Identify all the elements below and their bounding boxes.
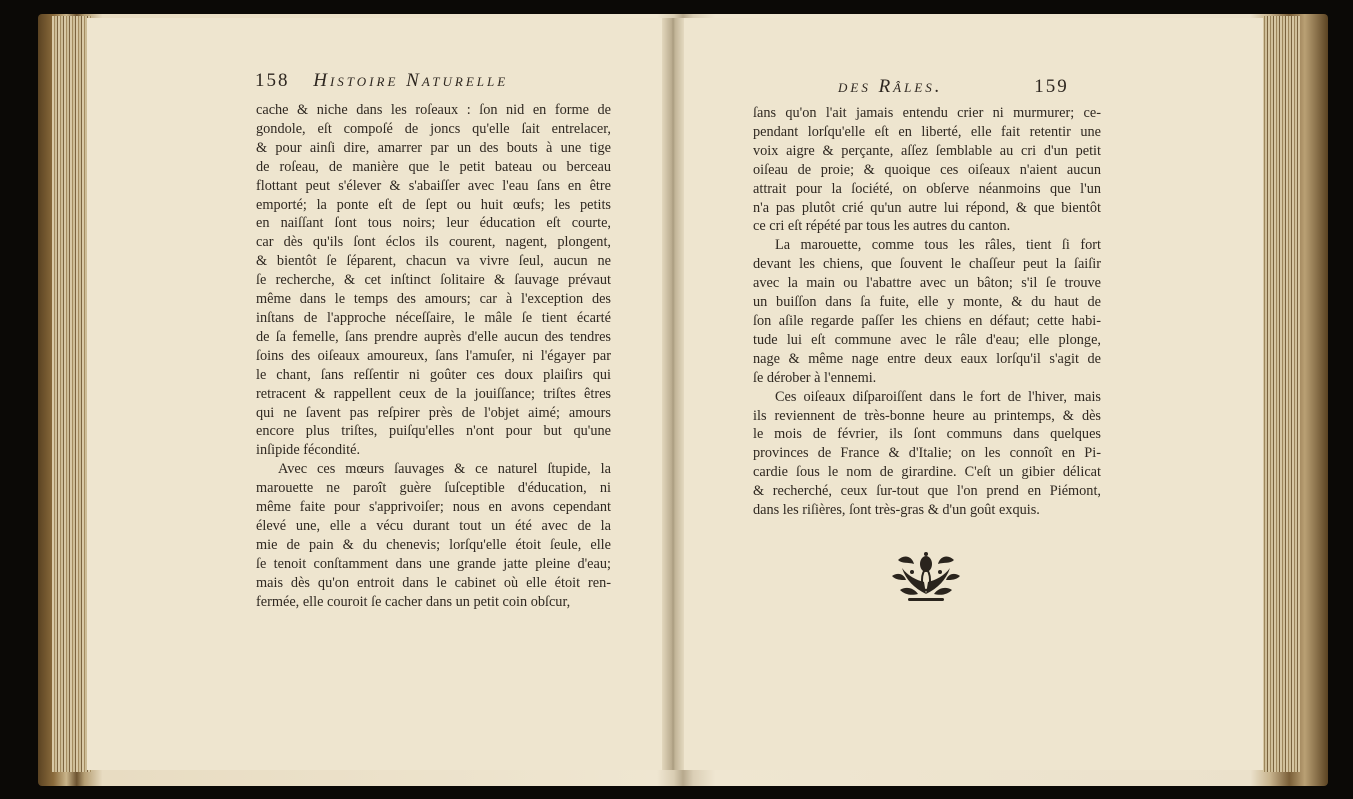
text-line: le chant, ſans reſſentir ni goûter ces doux plaiſirs qui [256,366,611,383]
text-line: emporté; la ponte eſt de ſept ou huit œufs; les petits [256,196,611,213]
text-line: & bientôt ſe ſéparent, chacun va vivre ſeul, aucun ne [256,253,611,270]
text-line: ſe dérober à l'ennemi. [753,369,877,386]
text-line: voix aigre & perçante, aſſez ſemblable au cri d'un petit [753,142,1101,159]
text-line: provinces de France & d'Italie; on les connoît en Pi- [753,445,1101,462]
left-page-text [256,101,611,611]
text-line: car dès qu'ils ſont éclos ils courent, nagent, plongent, [256,234,611,251]
text-line: & recherché, ceux ſur-tout que l'on prend en Piémont, [753,483,1101,500]
text-line: n'a pas plutôt crié qu'un autre lui répond, & que bientôt [753,199,1101,216]
text-line: avec la main ou l'abattre avec un bâton; s'il ſe trouve [753,275,1101,292]
text-line: nage & même nage entre deux eaux lorſqu'il s'agit de [753,350,1101,367]
right-page-header [838,76,1069,98]
right-page-text [753,104,1101,520]
text-line: gondole, eſt compoſé de joncs qu'elle ſait entrelacer, [256,120,611,137]
text-line: Avec ces mœurs ſauvages & ce naturel ſtupide, la [278,461,611,478]
text-line: ſe recherche, & cet inſtinct ſolitaire & ſauvage prévaut [256,272,611,289]
left-page-edges [52,16,92,772]
text-line: encore plus triſtes, puiſqu'elles n'ont pour but qu'une [256,423,611,440]
text-line: ſoins des oiſeaux amoureux, ſans l'amuſer, ni l'égayer par [256,347,611,364]
text-line: marouette ne paroît guère ſuſceptible d'éducation, ni [256,480,611,497]
text-line: retracent & rappellent ceux de la jouiſſance; triſtes êtres [256,385,611,402]
text-line: ils reviennent de très-bonne heure au printemps, & dès [753,407,1101,424]
text-line: ce cri eſt répété par tous les autres du canton. [753,218,1011,235]
text-line: ſon aſile regarde paſſer les chiens en défaut; cette habi- [753,312,1101,329]
text-line: inſipide fécondité. [256,442,361,459]
text-line: même dans le temps des amours; car à l'exception des [256,291,611,308]
text-line: ſe tenoit conſtamment dans une grande jatte pleine d'eau; [256,555,611,572]
book-gutter [662,18,684,770]
floral-vignette-icon [888,550,964,606]
text-line: La marouette, comme tous les râles, tient ſi fort [775,237,1101,254]
text-line: inſtans de l'approche néceſſaire, le mâle ſe tient écarté [256,309,611,326]
text-line: Ces oiſeaux diſparoiſſent dans le fort de l'hiver, mais [775,388,1101,405]
text-line: même faite pour s'apprivoiſer; nous en avons cependant [256,499,611,516]
left-page-number: 158 [255,70,290,91]
text-line: tude lui eſt commune avec le râle d'eau; elle plonge, [753,331,1101,348]
text-line: de ſa femelle, ſans prendre auprès d'elle aucun des tendres [256,328,611,345]
text-line: qui ne ſavent pas reſpirer près de l'objet aimé; amours [256,404,611,421]
text-line: devant les chiens, que ſouvent le chaſſeur peut la ſaiſir [753,256,1101,273]
text-line: fermée, elle couroit ſe cacher dans un petit coin obſcur, [256,593,571,610]
right-running-head: des Râles. [838,76,943,97]
text-line: mie de pain & du chenevis; lorſqu'elle étoit ſeule, elle [256,536,611,553]
right-page-number: 159 [1034,76,1069,97]
text-line: élevé une, elle a vécu durant tout un été avec de la [256,517,611,534]
left-page-header [255,70,508,92]
text-line: le mois de février, ils ſont communs dans quelques [753,426,1101,443]
text-line: pendant lorſqu'elle eſt en liberté, elle fait retentir une [753,123,1101,140]
left-running-head: Histoire Naturelle [313,70,509,91]
text-line: mais dès qu'on entroit dans le cabinet où elle étoit ren- [256,574,611,591]
text-line: cache & niche dans les roſeaux : ſon nid en forme de [256,102,611,118]
text-line: un buiſſon dans ſa fuite, elle y monte, & du haut de [753,294,1101,311]
text-line: ſans qu'on l'ait jamais entendu crier ni murmurer; ce- [753,105,1101,121]
text-line: cardie ſous le nom de girardine. C'eſt un gibier délicat [753,464,1101,481]
text-line: de roſeau, de manière que le petit bateau ou berceau [256,158,611,175]
text-line: & pour ainſi dire, amarrer par un des bouts à une tige [256,139,611,156]
right-page-edges [1262,16,1300,772]
text-line: flottant peut s'élever & s'abaiſſer avec l'eau ſans en être [256,177,611,194]
text-line: dans les riſières, ſont très-gras & d'un goût exquis. [753,502,1040,519]
text-line: en naiſſant ſont tous noirs; leur éducation eſt courte, [256,215,611,232]
text-line: attrait pour la ſociété, on obſerve néanmoins que l'un [753,180,1101,197]
text-line: oiſeau de proie; & quoique ces oiſeaux n'aient aucun [753,161,1101,178]
